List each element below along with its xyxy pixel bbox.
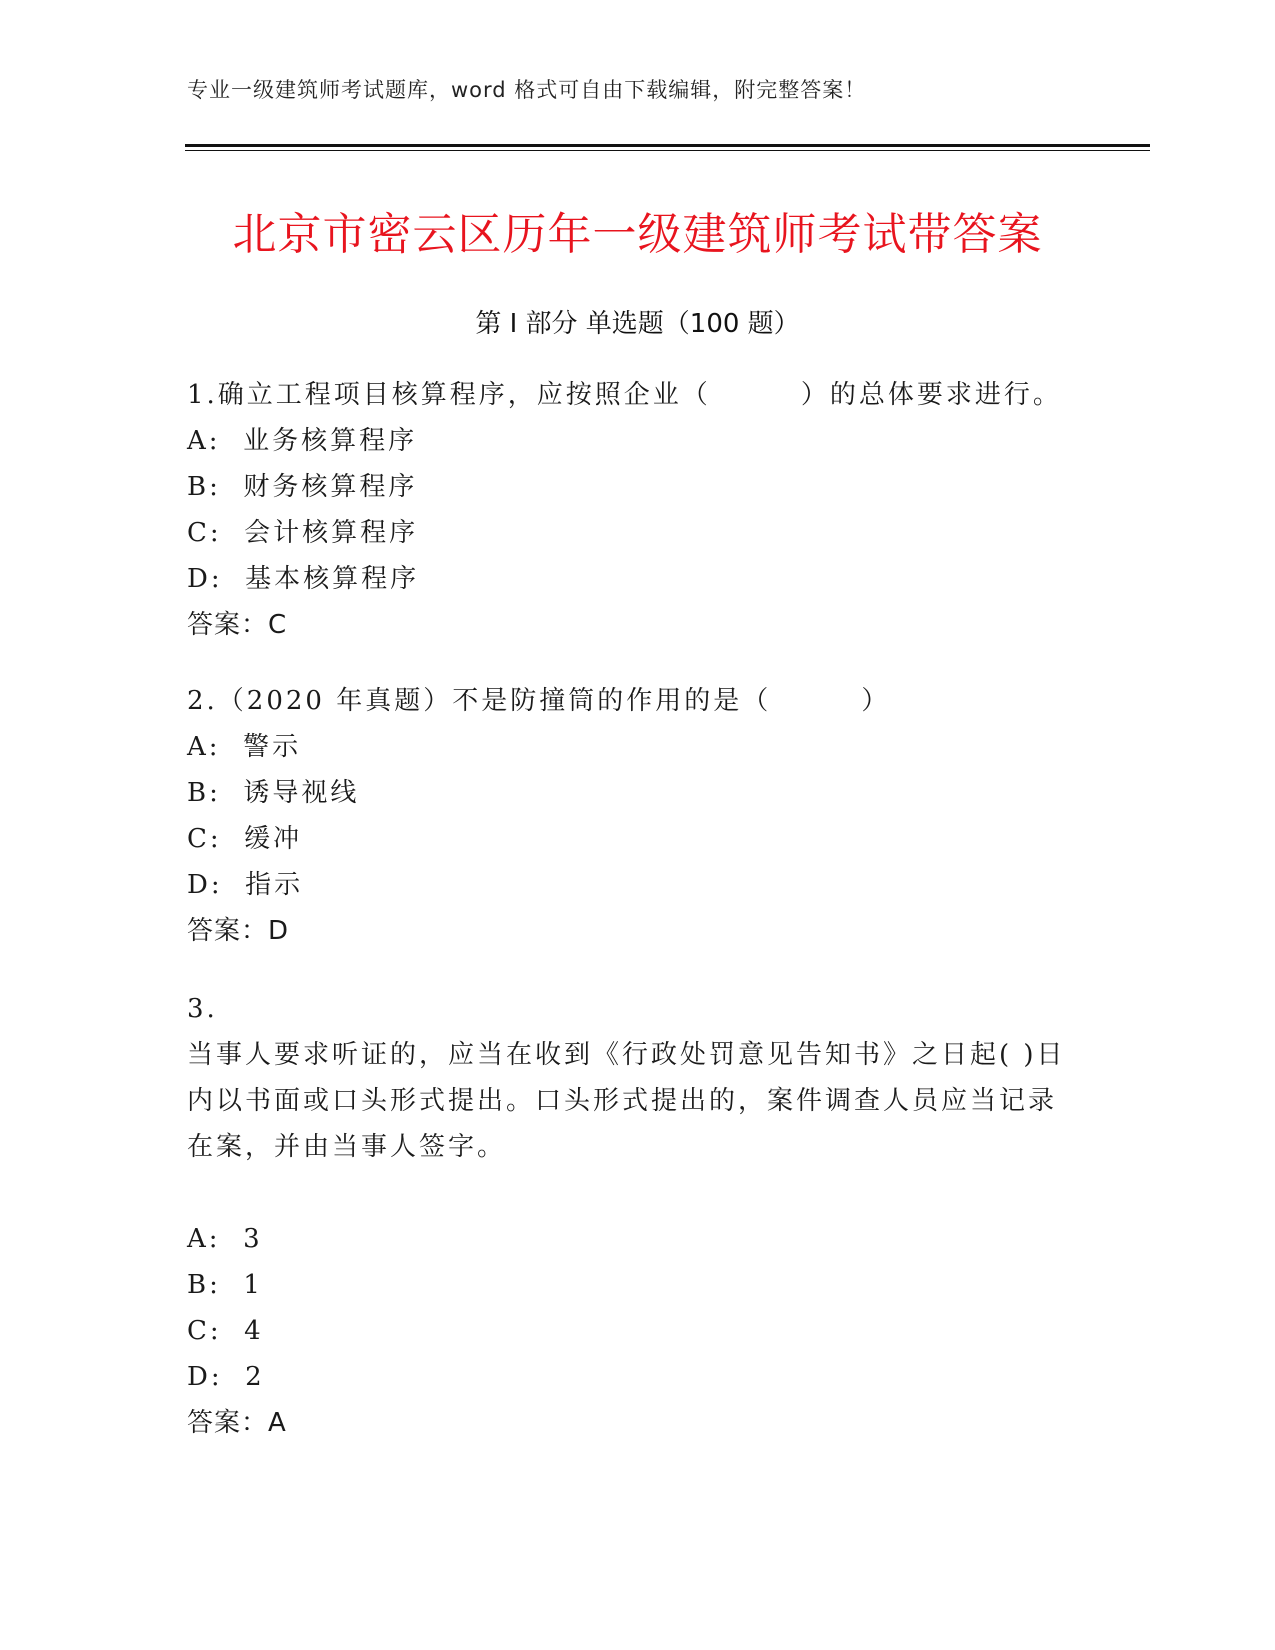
option-b: B: 诱导视线 [187, 778, 360, 808]
question-number: 3. [187, 994, 218, 1024]
question-1 [187, 372, 1087, 648]
question-stem: 当事人要求听证的，应当在收到《行政处罚意见告知书》之日起( )日内以书面或口头形式提出。口头形式提出的，案件调查人员应当记录在案，并由当事人签字。 [187, 1040, 1066, 1162]
option-c: C: 会计核算程序 [187, 518, 419, 548]
header-rule-thick [185, 144, 1150, 147]
spacer [187, 1170, 1087, 1216]
option-d: D: 指示 [187, 870, 304, 900]
question-stem: 1.确立工程项目核算程序，应按照企业（ ）的总体要求进行。 [187, 380, 1062, 410]
question-stem: 2.（2020 年真题）不是防撞筒的作用的是（ ） [187, 686, 891, 716]
option-b: B: 1 [187, 1270, 263, 1300]
answer-label: 答案：A [187, 1408, 287, 1438]
answer-label: 答案：D [187, 916, 290, 946]
answer-label: 答案：C [187, 610, 288, 640]
header-note: 专业一级建筑师考试题库，word 格式可自由下载编辑，附完整答案！ [187, 78, 867, 102]
header-rule-thin [185, 150, 1150, 151]
option-a: A: 业务核算程序 [187, 426, 418, 456]
section-title: 第 I 部分 单选题（100 题） [475, 309, 800, 339]
document-title: 北京市密云区历年一级建筑师考试带答案 [232, 209, 1043, 260]
option-a: A: 警示 [187, 732, 302, 762]
option-a: A: 3 [187, 1224, 263, 1254]
question-3 [187, 986, 1087, 1446]
option-d: D: 2 [187, 1362, 265, 1392]
option-c: C: 4 [187, 1316, 264, 1346]
option-b: B: 财务核算程序 [187, 472, 418, 502]
option-c: C: 缓冲 [187, 824, 303, 854]
option-d: D: 基本核算程序 [187, 564, 420, 594]
question-2 [187, 678, 1087, 954]
